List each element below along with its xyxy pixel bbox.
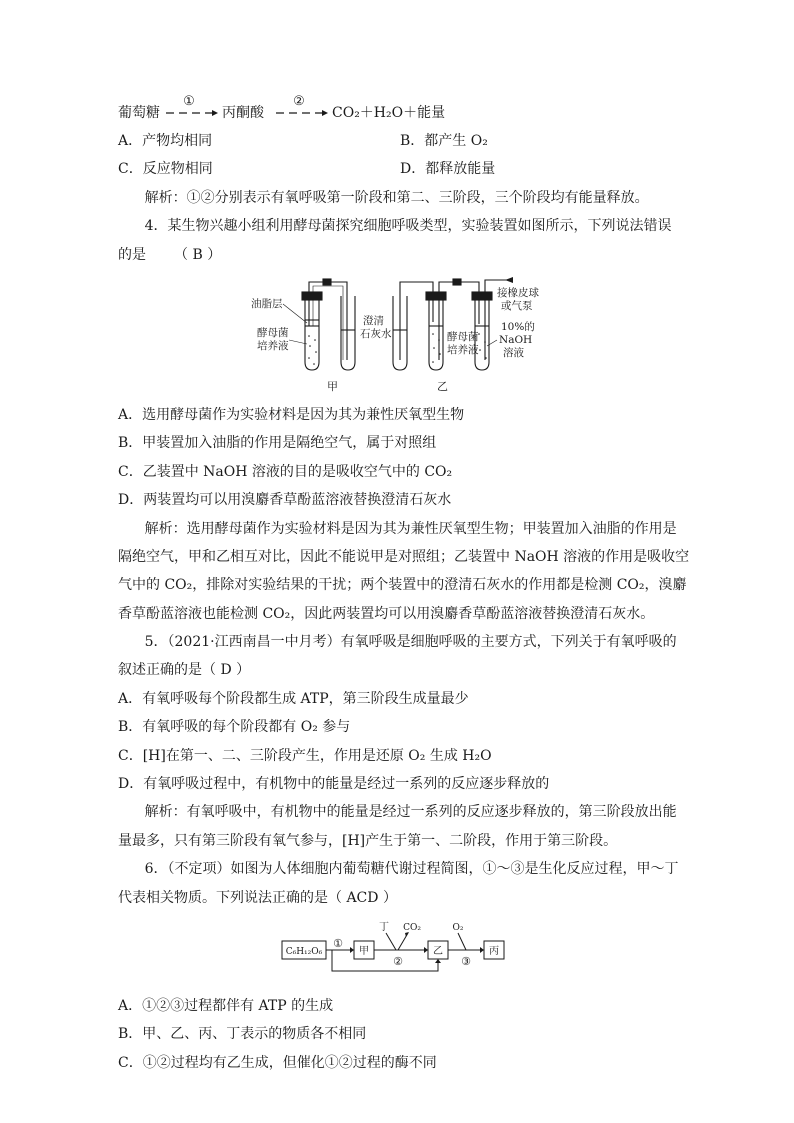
q4-apparatus-figure <box>118 274 688 396</box>
q4-analysis-line-2: 隔绝空气，甲和乙相互对比，因此不能说甲是对照组；乙装置中 NaOH 溶液的作用是吸收空 <box>118 548 690 565</box>
label-step-3: ③ <box>461 954 471 968</box>
equation-step-1: ① <box>183 94 195 109</box>
q4-option-d[interactable]: D．两装置均可以用溴麝香草酚蓝溶液替换澄清石灰水 <box>118 492 452 509</box>
q6-metabolism-figure <box>118 919 688 983</box>
q4-option-a[interactable]: A．选用酵母菌作为实验材料是因为其为兼性厌氧型生物 <box>118 406 465 423</box>
metabolism-diagram <box>278 919 528 983</box>
label-co2: CO₂ <box>403 922 421 933</box>
q5-option-a[interactable]: A．有氧呼吸每个阶段都生成 ATP，第三阶段生成量最少 <box>118 690 469 707</box>
q5-option-b[interactable]: B．有氧呼吸的每个阶段都有 O₂ 参与 <box>118 719 351 736</box>
equation-glucose: 葡萄糖 <box>118 104 160 121</box>
label-yeast-a-1: 酵母菌 <box>257 326 289 339</box>
q4-option-c[interactable]: C．乙装置中 NaOH 溶液的目的是吸收空气中的 CO₂ <box>118 463 453 480</box>
label-step-1: ① <box>333 936 343 950</box>
q4-option-b[interactable]: B．甲装置加入油脂的作用是隔绝空气，属于对照组 <box>118 435 437 452</box>
q3-option-b[interactable]: B．都产生 O₂ <box>400 133 488 149</box>
equation-arrow-2 <box>272 93 330 119</box>
bypass-line <box>332 950 438 971</box>
q5-analysis-line-2: 量最多，只有第三阶段有氧气参与，[H]产生于第一、二阶段，作用于第三阶段。 <box>118 832 618 849</box>
q4-stem-tail: 的是 <box>118 246 146 263</box>
yi-stopper-yeast <box>426 292 446 300</box>
q5-stem-line-1: 5．（2021·江西南昌一中月考）有氧呼吸是细胞呼吸的主要方式，下列关于有氧呼吸的 <box>144 634 677 651</box>
label-yeast-b1: 酵母菌 <box>447 330 479 343</box>
label-ding: 丁 <box>379 921 389 933</box>
label-naoh-1: 10%的 <box>501 320 535 333</box>
label-yeast-b2: 培养液 <box>447 343 479 356</box>
q6-stem-line-1: 6．（不定项）如图为人体细胞内葡萄糖代谢过程简图，①～③是生化反应过程，甲～丁 <box>144 861 679 878</box>
q3-option-d[interactable]: D．都释放能量 <box>400 161 496 178</box>
yi-tube-yeast <box>429 300 443 370</box>
jia-stopper-1 <box>302 292 322 300</box>
label-oil-layer: 油脂层 <box>251 297 283 310</box>
label-bing: 丙 <box>489 945 499 957</box>
label-yi: 乙 <box>433 945 443 957</box>
pump-arrow-icon <box>505 277 513 283</box>
arrow-ding-in <box>386 933 396 950</box>
q3-option-a[interactable]: A．产物均相同 <box>118 133 213 149</box>
label-set-yi: 乙 <box>437 379 448 393</box>
q3-option-c[interactable]: C．反应物相同 <box>118 161 213 178</box>
q5-option-d[interactable]: D．有氧呼吸过程中，有机物中的能量是经过一系列的反应逐步释放的 <box>118 776 550 793</box>
jia-tube-yeast <box>305 300 319 370</box>
q6-option-c[interactable]: C．①②过程均有乙生成，但催化①②过程的酶不同 <box>118 1054 437 1071</box>
label-limewater-1: 澄清 <box>363 314 384 327</box>
q5-option-c[interactable]: C．[H]在第一、二、三阶段产生，作用是还原 O₂ 生成 H₂O <box>118 747 492 764</box>
yi-stopper-naoh <box>472 292 492 300</box>
q6-stem-line-2: 代表相关物质。下列说法正确的是（ ACD ） <box>118 889 397 906</box>
q4-answer: （ B ） <box>174 246 222 263</box>
q4-analysis-line-4: 香草酚蓝溶液也能检测 CO₂，因此两装置均可以用溴麝香草酚蓝溶液替换澄清石灰水。 <box>118 605 655 622</box>
label-naoh-2: NaOH <box>499 333 533 346</box>
label-jia: 甲 <box>359 945 369 957</box>
label-o2: O₂ <box>452 922 464 933</box>
label-set-jia: 甲 <box>327 379 338 393</box>
q4-stem-line-2 <box>118 244 688 266</box>
equation-step-2: ② <box>293 94 305 109</box>
q4-analysis-line-3: 气中的 CO₂，排除对实验结果的干扰；两个装置中的澄清石灰水的作用都是检测 CO₂，溴麝 <box>118 577 687 594</box>
label-naoh-3: 溶液 <box>503 346 524 359</box>
equation-arrow-1 <box>162 93 220 119</box>
q6-option-b[interactable]: B．甲、乙、丙、丁表示的物质各不相同 <box>118 1026 367 1043</box>
q3-options <box>118 130 688 181</box>
jia-clamp <box>323 279 331 285</box>
label-glucose: C₆H₁₂O₆ <box>285 946 323 957</box>
arrow-o2-in <box>458 933 466 950</box>
label-pump-2: 或气泵 <box>501 299 533 312</box>
label-pump-1: 接橡皮球 <box>497 286 539 299</box>
q5-analysis-line-1: 解析：有氧呼吸中，有机物中的能量是经过一系列的反应逐步释放的，第三阶段放出能 <box>144 804 677 821</box>
equation-products: CO₂＋H₂O＋能量 <box>332 104 446 121</box>
q4-analysis-line-1: 解析：选用酵母菌作为实验材料是因为其为兼性厌氧型生物；甲装置加入油脂的作用是 <box>144 520 677 537</box>
q4-stem-line-1: 4．某生物兴趣小组利用酵母菌探究细胞呼吸类型，实验装置如图所示，下列说法错误 <box>144 218 672 235</box>
equation-pyruvate: 丙酮酸 <box>222 104 264 121</box>
q3-analysis: 解析：①②分别表示有氧呼吸第一阶段和第二、三阶段，三个阶段均有能量释放。 <box>144 189 649 206</box>
q6-option-a[interactable]: A．①②③过程都伴有 ATP 的生成 <box>118 997 334 1014</box>
reaction-equation <box>118 94 688 124</box>
label-limewater-2: 石灰水 <box>360 327 392 340</box>
q5-stem-line-2: 叙述正确的是（ D ） <box>118 662 251 679</box>
label-step-2: ② <box>393 954 403 968</box>
label-yeast-a-2: 培养液 <box>257 339 289 352</box>
yi-clamp <box>453 279 461 285</box>
apparatus-diagram <box>243 274 563 396</box>
